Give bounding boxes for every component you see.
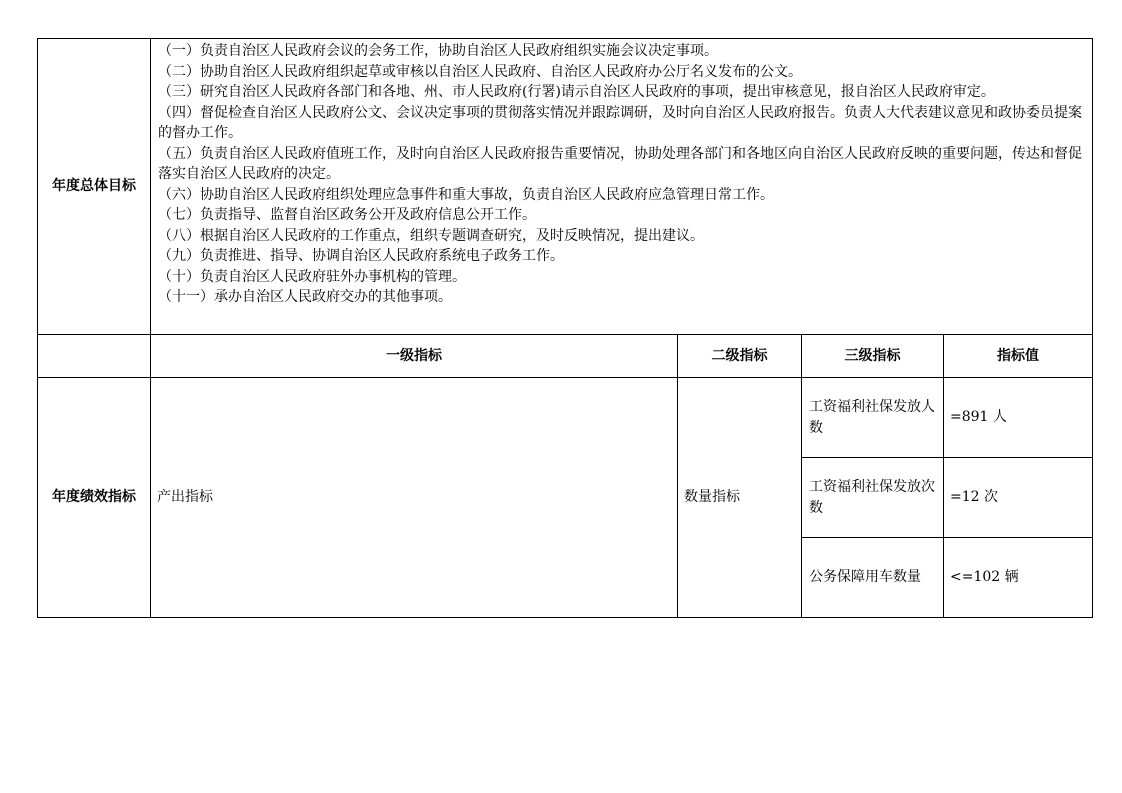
level2-indicator: 数量指标	[678, 378, 802, 618]
level3-indicator: 公务保障用车数量	[802, 538, 944, 618]
annual-goals-content	[151, 39, 1093, 335]
indicator-value: =12 次	[944, 458, 1093, 538]
level1-indicator: 产出指标	[151, 378, 678, 618]
goal-item: （九）负责推进、指导、协调自治区人民政府系统电子政务工作。	[158, 248, 564, 264]
header-level1: 一级指标	[151, 335, 678, 378]
goal-item: （五）负责自治区人民政府值班工作，及时向自治区人民政府报告重要情况，协助处理各部门和各地区向自治区人民政府反映的重要问题，传达和督促落实自治区人民政府的决定。	[158, 145, 1082, 182]
goal-item: （八）根据自治区人民政府的工作重点，组织专题调查研究，及时反映情况，提出建议。	[158, 227, 704, 244]
goal-item: （六）协助自治区人民政府组织处理应急事件和重大事故，负责自治区人民政府应急管理日常工作。	[158, 186, 774, 203]
goal-item: （十）负责自治区人民政府驻外办事机构的管理。	[158, 268, 466, 285]
indicator-value: <=102 辆	[944, 538, 1093, 618]
header-empty-cell	[38, 335, 151, 378]
goal-item: （七）负责指导、监督自治区政务公开及政府信息公开工作。	[158, 207, 536, 223]
indicator-value: =891 人	[944, 378, 1093, 458]
performance-label: 年度绩效指标	[38, 378, 151, 618]
header-level3: 三级指标	[802, 335, 944, 378]
annual-goals-label: 年度总体目标	[38, 39, 151, 335]
goal-item: （一）负责自治区人民政府会议的会务工作，协助自治区人民政府组织实施会议决定事项。	[158, 43, 718, 59]
indicator-header-row	[38, 335, 1093, 378]
goal-item: （三）研究自治区人民政府各部门和各地、州、市人民政府(行署)请示自治区人民政府的事项，提出审核意见，报自治区人民政府审定。	[158, 84, 995, 100]
annual-goals-row	[38, 39, 1093, 335]
header-level2: 二级指标	[678, 335, 802, 378]
performance-target-table	[37, 38, 1093, 618]
goal-item: （二）协助自治区人民政府组织起草或审核以自治区人民政府、自治区人民政府办公厅名义发布的公文。	[158, 63, 802, 80]
level3-indicator: 工资福利社保发放次数	[802, 458, 944, 538]
header-value: 指标值	[944, 335, 1093, 378]
goal-item: （四）督促检查自治区人民政府公文、会议决定事项的贯彻落实情况并跟踪调研，及时向自治区人民政府报告。负责人大代表建议意见和政协委员提案的督办工作。	[158, 104, 1082, 141]
goal-item: （十一）承办自治区人民政府交办的其他事项。	[158, 289, 452, 305]
level3-indicator: 工资福利社保发放人数	[802, 378, 944, 458]
performance-row	[38, 378, 1093, 458]
